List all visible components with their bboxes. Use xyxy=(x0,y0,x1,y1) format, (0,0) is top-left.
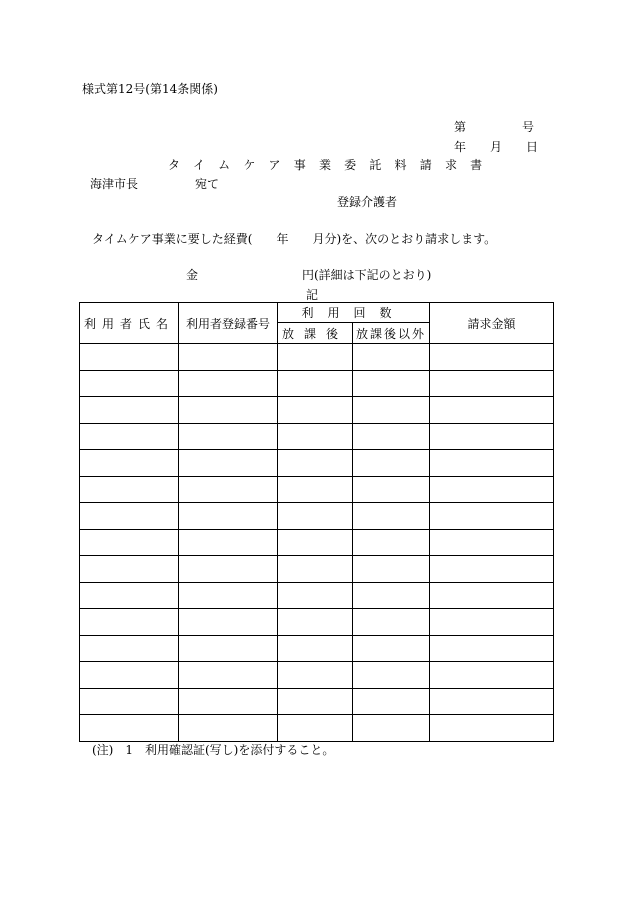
table-cell[interactable] xyxy=(353,662,430,689)
table-body xyxy=(80,344,554,742)
header-registration-number: 利用者登録番号 xyxy=(179,303,278,344)
document-title: タイムケア事業委託料請求書 xyxy=(168,158,496,172)
table-cell[interactable] xyxy=(278,609,353,636)
table-cell[interactable] xyxy=(278,715,353,742)
table-cell[interactable] xyxy=(353,344,430,371)
table-cell[interactable] xyxy=(80,529,179,556)
table-row xyxy=(80,715,554,742)
table-cell[interactable] xyxy=(179,635,278,662)
table-cell[interactable] xyxy=(278,688,353,715)
table-cell[interactable] xyxy=(430,582,554,609)
table-cell[interactable] xyxy=(80,635,179,662)
table-cell[interactable] xyxy=(430,688,554,715)
table-row xyxy=(80,688,554,715)
applicant-label: 登録介護者 xyxy=(337,195,398,209)
number-prefix: 第 xyxy=(454,120,467,134)
table-cell[interactable] xyxy=(430,503,554,530)
table-cell[interactable] xyxy=(430,370,554,397)
table-cell[interactable] xyxy=(80,715,179,742)
addressee xyxy=(90,175,219,192)
table-cell[interactable] xyxy=(278,370,353,397)
table-cell[interactable] xyxy=(179,450,278,477)
table-cell[interactable] xyxy=(353,688,430,715)
date-day-label: 日 xyxy=(526,140,539,154)
table-cell[interactable] xyxy=(80,450,179,477)
header-usage-count: 利用回数 xyxy=(278,303,430,323)
table-cell[interactable] xyxy=(80,370,179,397)
amount-line xyxy=(186,266,431,283)
table-row xyxy=(80,529,554,556)
table-cell[interactable] xyxy=(430,450,554,477)
table-cell[interactable] xyxy=(179,397,278,424)
table-cell[interactable] xyxy=(179,609,278,636)
table-cell[interactable] xyxy=(278,529,353,556)
table-cell[interactable] xyxy=(353,556,430,583)
table-row xyxy=(80,609,554,636)
table-cell[interactable] xyxy=(179,344,278,371)
table-cell[interactable] xyxy=(353,635,430,662)
table-cell[interactable] xyxy=(353,450,430,477)
table-row xyxy=(80,450,554,477)
table-cell[interactable] xyxy=(80,476,179,503)
table-cell[interactable] xyxy=(353,370,430,397)
table-cell[interactable] xyxy=(179,503,278,530)
table-row xyxy=(80,397,554,424)
table-cell[interactable] xyxy=(278,450,353,477)
amount-label: 金 xyxy=(186,268,199,282)
table-row xyxy=(80,423,554,450)
table-cell[interactable] xyxy=(430,556,554,583)
table-cell[interactable] xyxy=(278,635,353,662)
date-year-label: 年 xyxy=(454,140,467,154)
table-cell[interactable] xyxy=(179,582,278,609)
table-cell[interactable] xyxy=(353,715,430,742)
table-cell[interactable] xyxy=(179,556,278,583)
table-cell[interactable] xyxy=(278,556,353,583)
table-cell[interactable] xyxy=(80,397,179,424)
table-cell[interactable] xyxy=(278,397,353,424)
table-cell[interactable] xyxy=(278,662,353,689)
table-cell[interactable] xyxy=(430,423,554,450)
table-cell[interactable] xyxy=(430,715,554,742)
table-cell[interactable] xyxy=(430,635,554,662)
table-row xyxy=(80,503,554,530)
table-cell[interactable] xyxy=(353,423,430,450)
table-cell[interactable] xyxy=(353,503,430,530)
table-cell[interactable] xyxy=(179,715,278,742)
header-billing-amount: 請求金額 xyxy=(430,303,554,344)
table-cell[interactable] xyxy=(80,688,179,715)
table-cell[interactable] xyxy=(430,397,554,424)
table-cell[interactable] xyxy=(430,609,554,636)
table-row xyxy=(80,556,554,583)
table-cell[interactable] xyxy=(430,476,554,503)
table-cell[interactable] xyxy=(179,529,278,556)
table-cell[interactable] xyxy=(179,370,278,397)
table-header-row xyxy=(80,303,554,323)
table-cell[interactable] xyxy=(179,662,278,689)
document-number-line xyxy=(454,118,534,135)
table-cell[interactable] xyxy=(353,609,430,636)
header-after-school: 放課後 xyxy=(278,323,353,344)
date-month-label: 月 xyxy=(490,140,503,154)
addressee-name: 海津市長 xyxy=(90,177,139,191)
table-cell[interactable] xyxy=(353,529,430,556)
addressee-honorific: 宛て xyxy=(195,177,220,191)
table-cell[interactable] xyxy=(353,476,430,503)
table-cell[interactable] xyxy=(80,609,179,636)
form-number: 様式第12号(第14条関係) xyxy=(82,82,218,96)
table-cell[interactable] xyxy=(430,344,554,371)
table-cell[interactable] xyxy=(278,476,353,503)
table-cell[interactable] xyxy=(80,503,179,530)
number-suffix: 号 xyxy=(522,120,535,134)
table-row xyxy=(80,662,554,689)
table-cell[interactable] xyxy=(353,397,430,424)
date-line xyxy=(454,138,538,155)
table-cell[interactable] xyxy=(278,344,353,371)
billing-table xyxy=(79,302,554,742)
table-cell[interactable] xyxy=(80,344,179,371)
table-cell[interactable] xyxy=(278,503,353,530)
table-cell[interactable] xyxy=(80,662,179,689)
table-cell[interactable] xyxy=(80,423,179,450)
note: (注) 1 利用確認証(写し)を添付すること。 xyxy=(92,743,335,757)
table-cell[interactable] xyxy=(179,423,278,450)
table-cell[interactable] xyxy=(179,688,278,715)
table-row xyxy=(80,476,554,503)
table-cell[interactable] xyxy=(80,556,179,583)
ki-label: 記 xyxy=(306,288,319,302)
table-cell[interactable] xyxy=(278,582,353,609)
table-row xyxy=(80,370,554,397)
header-user-name: 利用者氏名 xyxy=(80,303,179,344)
table-cell[interactable] xyxy=(278,423,353,450)
request-statement: タイムケア事業に要した経費( 年 月分)を、次のとおり請求します。 xyxy=(92,232,497,246)
table-row xyxy=(80,344,554,371)
table-row xyxy=(80,582,554,609)
table-cell[interactable] xyxy=(353,582,430,609)
amount-detail: 円(詳細は下記のとおり) xyxy=(302,268,432,282)
table-cell[interactable] xyxy=(430,529,554,556)
table-row xyxy=(80,635,554,662)
header-other-than-after-school: 放課後以外 xyxy=(353,323,430,344)
table-cell[interactable] xyxy=(80,582,179,609)
table-cell[interactable] xyxy=(430,662,554,689)
table-cell[interactable] xyxy=(179,476,278,503)
